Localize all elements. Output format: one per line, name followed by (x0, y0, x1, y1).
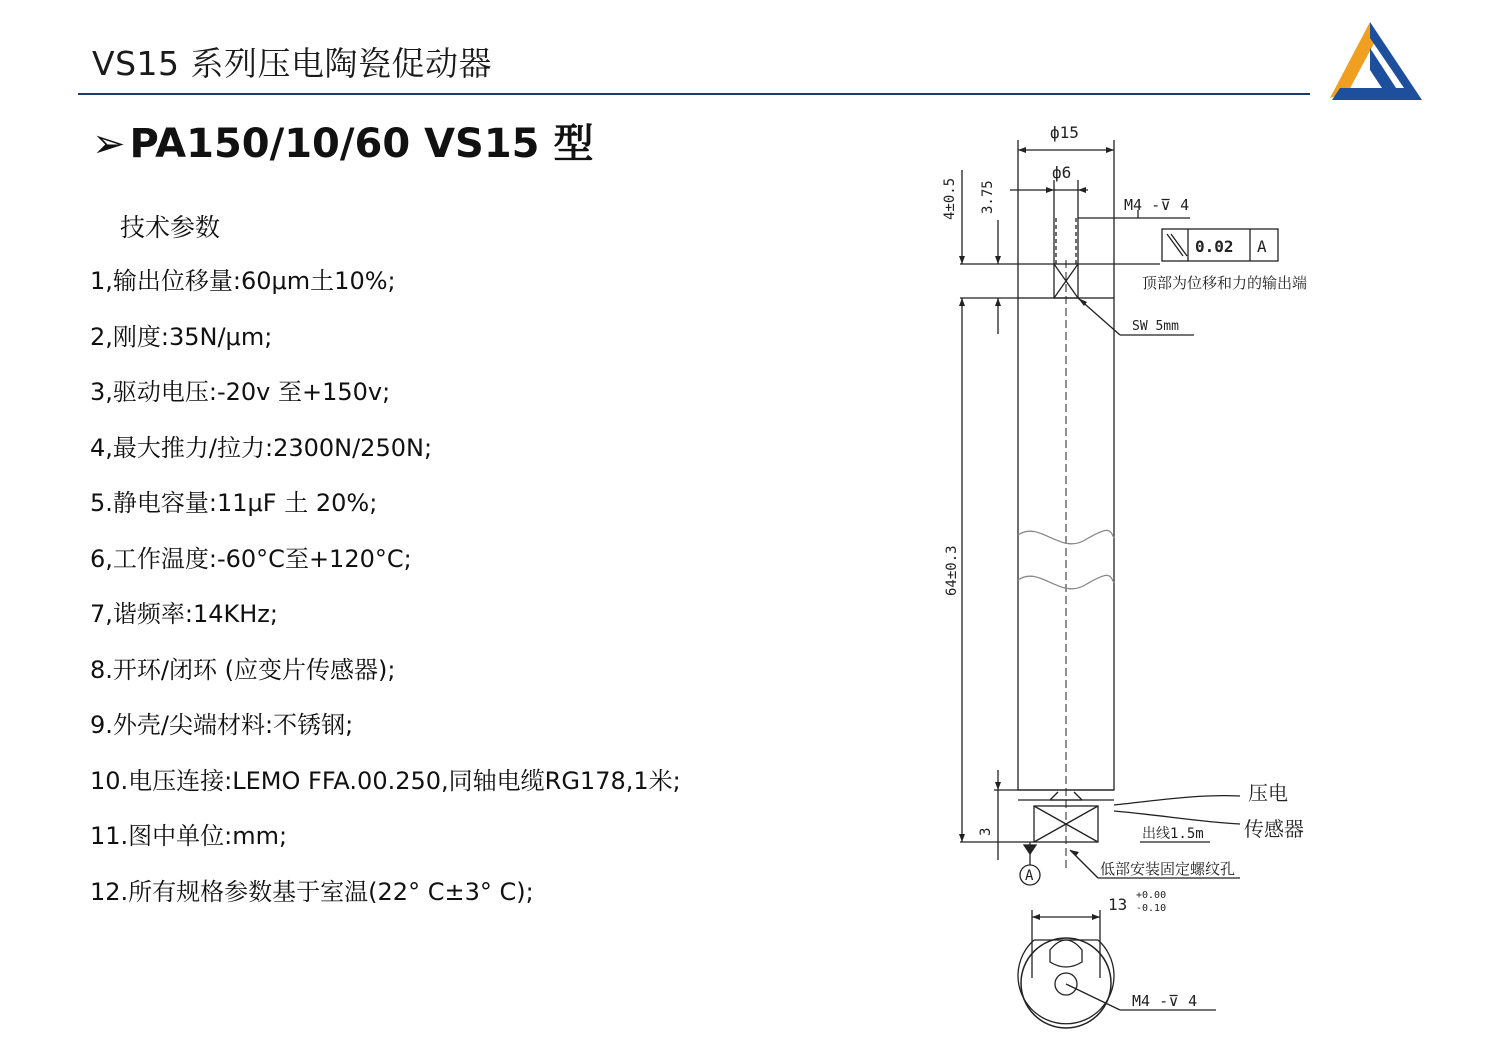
note-bottom-thread: 低部安装固定螺纹孔 (1100, 860, 1236, 878)
dim-inner-diameter: ф6 (1052, 163, 1072, 182)
dim-flat-width: 13 (1108, 895, 1128, 914)
cable-length: 出线1.5m (1142, 826, 1204, 842)
datum-label: A (1025, 868, 1034, 884)
dim-tip-offset: 3.75 (980, 180, 996, 214)
dim-outer-diameter: ф15 (1050, 123, 1079, 142)
spec-item: 11.图中单位:mm; (90, 822, 288, 850)
arrow-icon: ➢ (92, 121, 126, 167)
model-title-text: PA150/10/60 VS15 型 (129, 121, 594, 167)
note-top-output: 顶部为位移和力的输出端 (1142, 274, 1308, 292)
dim-base-height: 3 (978, 827, 994, 836)
spec-item: 1,输出位移量:60μm土10%; (90, 267, 396, 295)
spec-item: 10.电压连接:LEMO FFA.00.250,同轴电缆RG178,1米; (90, 766, 681, 795)
cable-sensor-label: 传感器 (1244, 817, 1304, 841)
dim-bottom-thread: M4 -⊽ 4 (1132, 992, 1198, 1010)
spec-item: 6,工作温度:-60°C至+120°C; (90, 544, 412, 573)
spec-item: 2,刚度:35N/μm; (90, 322, 273, 351)
model-title (92, 112, 593, 169)
spec-item: 4,最大推力/拉力:2300N/250N; (90, 433, 433, 462)
tolerance-value: 0.02 (1195, 237, 1234, 256)
header-divider (78, 93, 1310, 95)
dim-length: 64±0.3 (944, 545, 960, 596)
spec-item: 5.静电容量:11μF 土 20%; (90, 489, 378, 517)
dim-top-thread: M4 -⊽ 4 (1124, 196, 1190, 214)
spec-item: 12.所有规格参数基于室温(22° C±3° C); (90, 877, 534, 906)
spec-item: 3,驱动电压:-20v 至+150v; (90, 378, 391, 406)
technical-drawing (910, 110, 1330, 1060)
page-title: VS15 系列压电陶瓷促动器 (92, 44, 493, 83)
dim-flat-tol-lower: -0.10 (1136, 903, 1167, 914)
wrench-size: SW 5mm (1132, 319, 1179, 334)
dim-tip-height: 4±0.5 (942, 177, 958, 220)
spec-list (90, 262, 681, 928)
company-logo (1326, 18, 1426, 104)
tolerance-datum: A (1257, 237, 1267, 256)
spec-item: 7,谐频率:14KHz; (90, 600, 278, 628)
cable-voltage-label: 压电 (1248, 781, 1288, 805)
spec-item: 9.外壳/尖端材料:不锈钢; (90, 711, 354, 739)
spec-heading: 技术参数 (120, 213, 221, 242)
spec-item: 8.开环/闭环 (应变片传感器); (90, 655, 396, 684)
dim-flat-tol-upper: +0.00 (1136, 890, 1167, 901)
